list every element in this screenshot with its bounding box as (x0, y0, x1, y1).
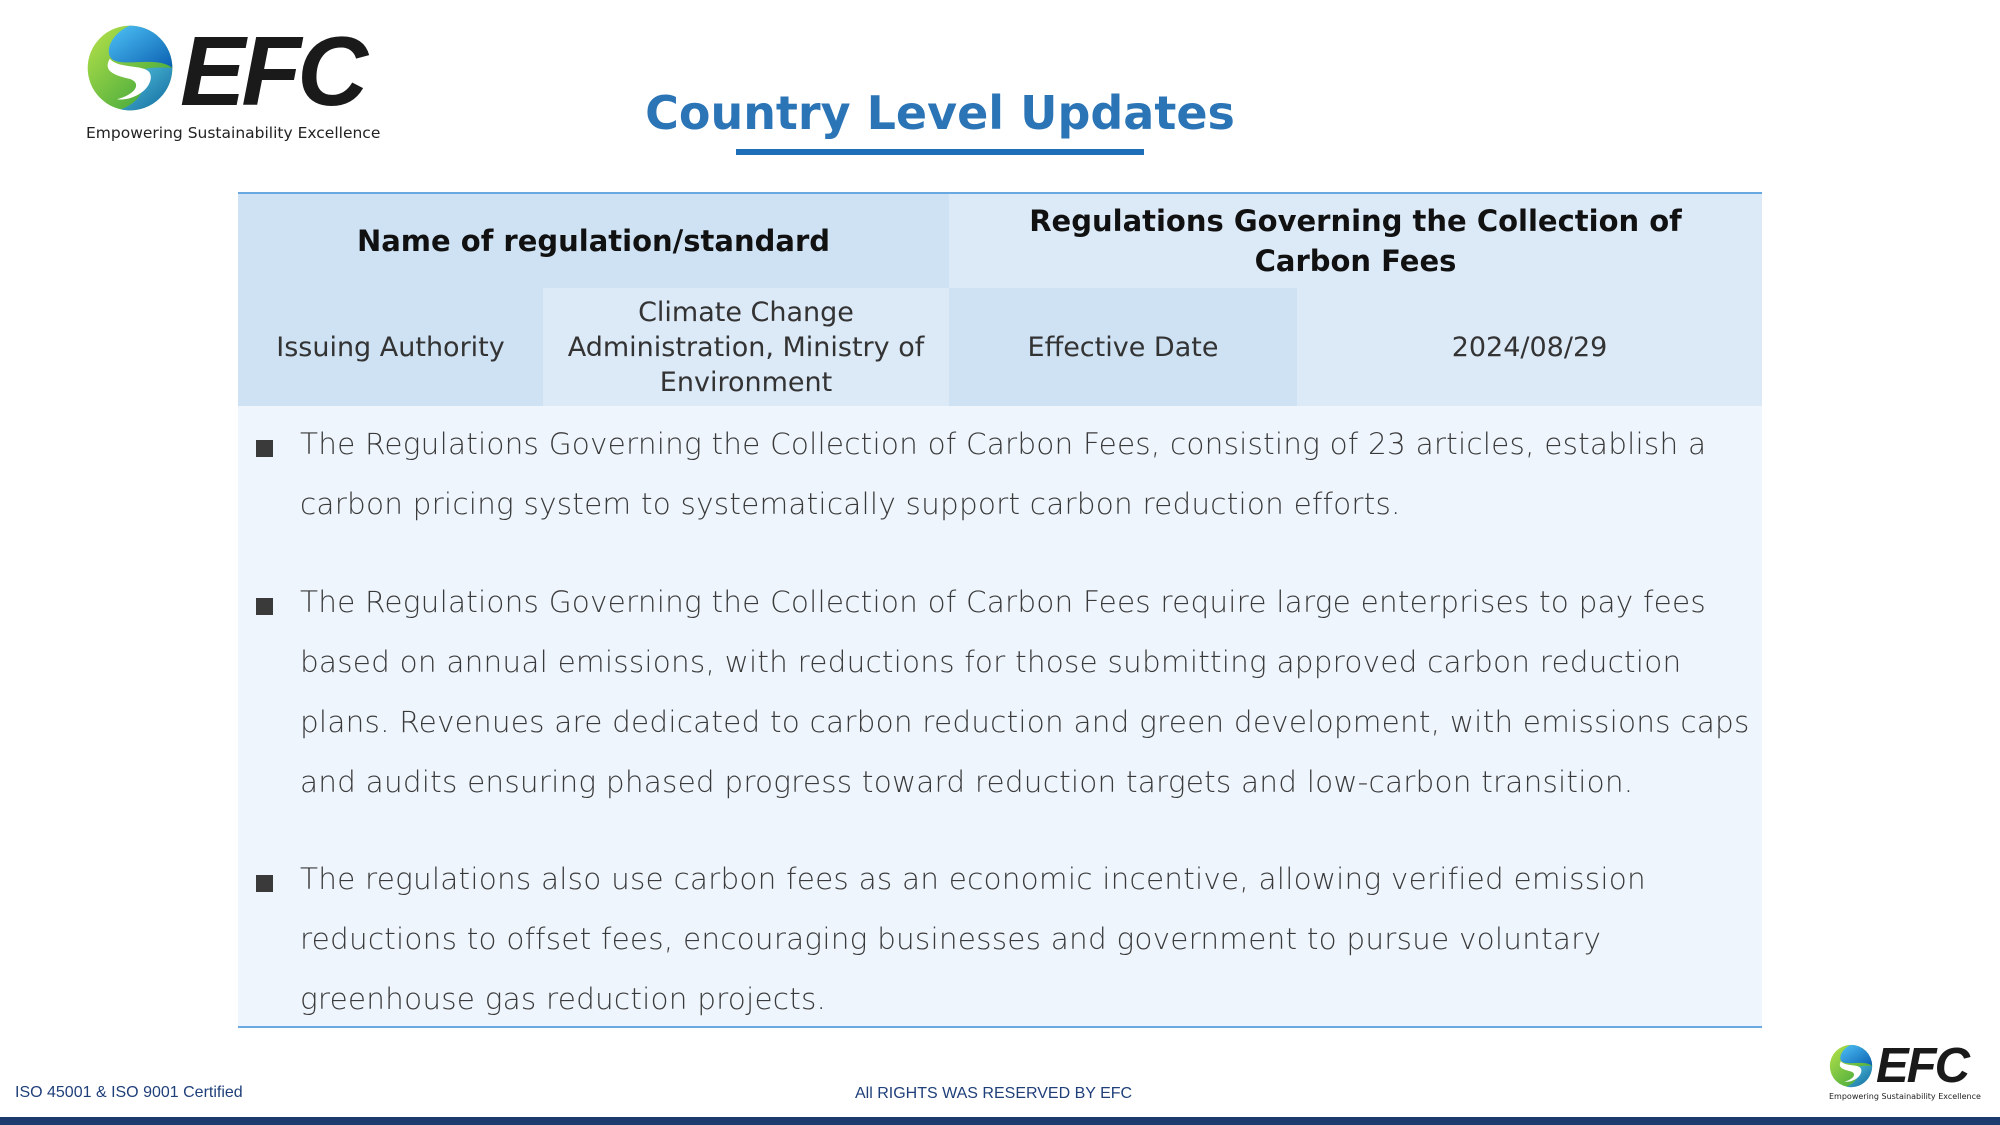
issuing-value-cell: Climate Change Administration, Ministry of Environment (543, 288, 949, 406)
title-underline (736, 149, 1144, 155)
logo-tagline: Empowering Sustainability Excellence (86, 124, 381, 142)
page-title: Country Level Updates (645, 86, 1235, 140)
certification-text: ISO 45001 & ISO 9001 Certified (15, 1084, 243, 1101)
square-bullet-icon (256, 598, 273, 615)
logo-wordmark: EFC (180, 16, 364, 126)
bullet-text: The Regulations Governing the Collection of Carbon Fees require large enterprises to pay fees based on annual emissions, with reductions for those submitting approved carbon reduction plans. Revenues are dedicated to carbon reduction and green development, with emissions caps and audits ensuring phased progress toward reduction targets and low-carbon transition. (300, 585, 1750, 799)
square-bullet-icon (256, 875, 273, 892)
summary-area (238, 406, 1762, 1028)
logo-wordmark: EFC (1876, 1039, 1968, 1093)
table-row (238, 288, 1762, 406)
globe-swirl-icon (1828, 1043, 1874, 1089)
issuing-label-cell: Issuing Authority (238, 288, 543, 406)
effective-label-cell: Effective Date (949, 288, 1297, 406)
bullet-text: The Regulations Governing the Collection of Carbon Fees, consisting of 23 articles, establish a carbon pricing system to systematically support carbon reduction efforts. (300, 427, 1707, 521)
table-row (238, 192, 1762, 290)
footer-bar (0, 1117, 2000, 1125)
effective-value-cell: 2024/08/29 (1297, 288, 1762, 406)
rights-text: All RIGHTS WAS RESERVED BY EFC (855, 1085, 1133, 1102)
logo-tagline: Empowering Sustainability Excellence (1829, 1092, 1981, 1101)
bullet-text: The regulations also use carbon fees as an economic incentive, allowing verified emission reductions to offset fees, encouraging businesses and government to pursue voluntary greenhouse gas reduction projects. (300, 862, 1646, 1016)
name-label-cell: Name of regulation/standard (238, 194, 949, 288)
efc-logo-small (1828, 1040, 1988, 1105)
square-bullet-icon (256, 440, 273, 457)
name-value-cell: Regulations Governing the Collection of Carbon Fees (949, 194, 1762, 288)
